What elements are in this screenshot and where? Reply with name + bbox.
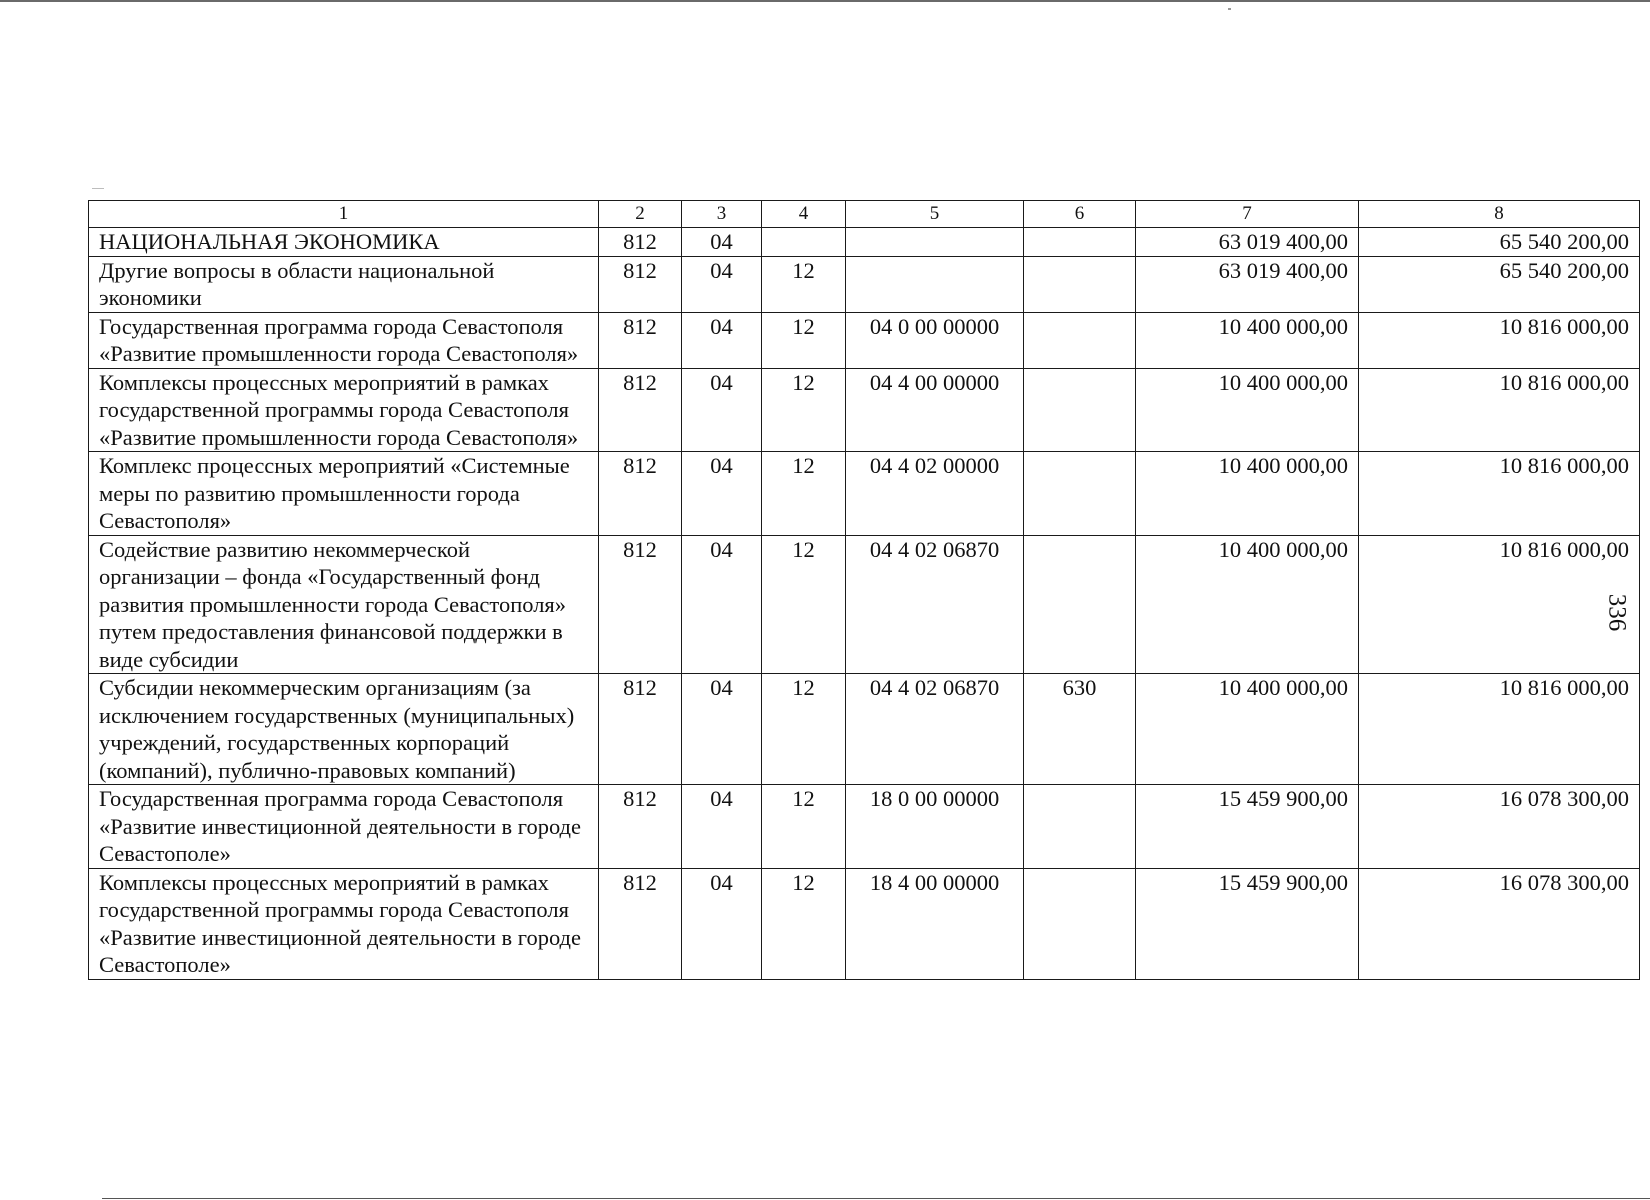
row-expense-type bbox=[1024, 312, 1136, 368]
row-ministry-code: 812 bbox=[599, 868, 682, 979]
row-target-article: 04 4 02 06870 bbox=[846, 674, 1024, 785]
row-section-code: 04 bbox=[682, 674, 762, 785]
row-amount-7: 63 019 400,00 bbox=[1136, 228, 1359, 257]
col-header-7: 7 bbox=[1136, 201, 1359, 228]
row-name: Комплексы процессных мероприятий в рамках государственной программы города Севастополя «Развитие инвестиционной деятельности в городе Севастополе» bbox=[89, 868, 599, 979]
row-amount-8: 10 816 000,00 bbox=[1359, 312, 1640, 368]
row-expense-type bbox=[1024, 256, 1136, 312]
row-amount-7: 10 400 000,00 bbox=[1136, 452, 1359, 536]
row-ministry-code: 812 bbox=[599, 452, 682, 536]
table-row bbox=[89, 452, 1640, 536]
scan-faint-mark bbox=[92, 188, 104, 189]
row-amount-8: 16 078 300,00 bbox=[1359, 785, 1640, 869]
row-target-article: 18 4 00 00000 bbox=[846, 868, 1024, 979]
row-ministry-code: 812 bbox=[599, 785, 682, 869]
row-amount-7: 63 019 400,00 bbox=[1136, 256, 1359, 312]
row-name: Содействие развитию некоммерческой организации – фонда «Государственный фонд развития промышленности города Севастополя» путем предоставления финансовой поддержки в виде субсидии bbox=[89, 535, 599, 674]
table-row bbox=[89, 368, 1640, 452]
row-name: Государственная программа города Севастополя «Развитие инвестиционной деятельности в городе Севастополе» bbox=[89, 785, 599, 869]
col-header-2: 2 bbox=[599, 201, 682, 228]
col-header-5: 5 bbox=[846, 201, 1024, 228]
row-amount-8: 10 816 000,00 bbox=[1359, 674, 1640, 785]
row-amount-8: 10 816 000,00 bbox=[1359, 452, 1640, 536]
page-number: 336 bbox=[1603, 593, 1631, 632]
row-amount-8: 65 540 200,00 bbox=[1359, 228, 1640, 257]
col-header-8: 8 bbox=[1359, 201, 1640, 228]
row-amount-7: 10 400 000,00 bbox=[1136, 535, 1359, 674]
row-subsection-code: 12 bbox=[762, 452, 846, 536]
row-section-code: 04 bbox=[682, 868, 762, 979]
row-section-code: 04 bbox=[682, 368, 762, 452]
row-expense-type bbox=[1024, 368, 1136, 452]
row-section-code: 04 bbox=[682, 228, 762, 257]
row-subsection-code: 12 bbox=[762, 256, 846, 312]
row-expense-type bbox=[1024, 452, 1136, 536]
col-header-1: 1 bbox=[89, 201, 599, 228]
row-section-code: 04 bbox=[682, 312, 762, 368]
row-amount-7: 15 459 900,00 bbox=[1136, 785, 1359, 869]
row-subsection-code: 12 bbox=[762, 868, 846, 979]
row-amount-8: 65 540 200,00 bbox=[1359, 256, 1640, 312]
row-ministry-code: 812 bbox=[599, 228, 682, 257]
row-ministry-code: 812 bbox=[599, 674, 682, 785]
row-name: Комплексы процессных мероприятий в рамках государственной программы города Севастополя «Развитие промышленности города Севастополя» bbox=[89, 368, 599, 452]
row-amount-7: 10 400 000,00 bbox=[1136, 674, 1359, 785]
row-expense-type bbox=[1024, 228, 1136, 257]
row-ministry-code: 812 bbox=[599, 256, 682, 312]
row-name: НАЦИОНАЛЬНАЯ ЭКОНОМИКА bbox=[89, 228, 599, 257]
row-target-article: 04 4 02 06870 bbox=[846, 535, 1024, 674]
row-target-article: 04 4 02 00000 bbox=[846, 452, 1024, 536]
row-name: Государственная программа города Севастополя «Развитие промышленности города Севастополя» bbox=[89, 312, 599, 368]
row-subsection-code: 12 bbox=[762, 535, 846, 674]
row-expense-type bbox=[1024, 535, 1136, 674]
budget-table bbox=[88, 200, 1640, 980]
table-row bbox=[89, 228, 1640, 257]
table-row bbox=[89, 868, 1640, 979]
table-row bbox=[89, 535, 1640, 674]
table-row bbox=[89, 256, 1640, 312]
row-section-code: 04 bbox=[682, 256, 762, 312]
row-name: Комплекс процессных мероприятий «Системные меры по развитию промышленности города Севастополя» bbox=[89, 452, 599, 536]
table-row bbox=[89, 674, 1640, 785]
row-section-code: 04 bbox=[682, 535, 762, 674]
row-amount-8: 10 816 000,00 bbox=[1359, 368, 1640, 452]
scan-speck bbox=[1228, 8, 1231, 10]
col-header-6: 6 bbox=[1024, 201, 1136, 228]
row-expense-type bbox=[1024, 785, 1136, 869]
scan-edge-top bbox=[0, 0, 1650, 2]
row-target-article bbox=[846, 256, 1024, 312]
row-ministry-code: 812 bbox=[599, 368, 682, 452]
row-expense-type: 630 bbox=[1024, 674, 1136, 785]
row-subsection-code: 12 bbox=[762, 674, 846, 785]
row-amount-8: 10 816 000,00 bbox=[1359, 535, 1640, 674]
row-subsection-code bbox=[762, 228, 846, 257]
row-expense-type bbox=[1024, 868, 1136, 979]
row-target-article: 18 0 00 00000 bbox=[846, 785, 1024, 869]
row-name: Субсидии некоммерческим организациям (за исключением государственных (муниципальных) учреждений, государственных корпораций (компаний), публично-правовых компаний) bbox=[89, 674, 599, 785]
row-ministry-code: 812 bbox=[599, 535, 682, 674]
row-subsection-code: 12 bbox=[762, 785, 846, 869]
col-header-4: 4 bbox=[762, 201, 846, 228]
row-name: Другие вопросы в области национальной экономики bbox=[89, 256, 599, 312]
row-section-code: 04 bbox=[682, 785, 762, 869]
row-subsection-code: 12 bbox=[762, 368, 846, 452]
row-amount-8: 16 078 300,00 bbox=[1359, 868, 1640, 979]
row-subsection-code: 12 bbox=[762, 312, 846, 368]
row-amount-7: 10 400 000,00 bbox=[1136, 368, 1359, 452]
row-amount-7: 15 459 900,00 bbox=[1136, 868, 1359, 979]
row-target-article: 04 4 00 00000 bbox=[846, 368, 1024, 452]
col-header-3: 3 bbox=[682, 201, 762, 228]
row-ministry-code: 812 bbox=[599, 312, 682, 368]
table-row bbox=[89, 785, 1640, 869]
row-target-article bbox=[846, 228, 1024, 257]
table-row bbox=[89, 312, 1640, 368]
column-number-header bbox=[89, 201, 1640, 228]
scan-edge-bottom bbox=[102, 1198, 1650, 1199]
row-target-article: 04 0 00 00000 bbox=[846, 312, 1024, 368]
row-section-code: 04 bbox=[682, 452, 762, 536]
row-amount-7: 10 400 000,00 bbox=[1136, 312, 1359, 368]
